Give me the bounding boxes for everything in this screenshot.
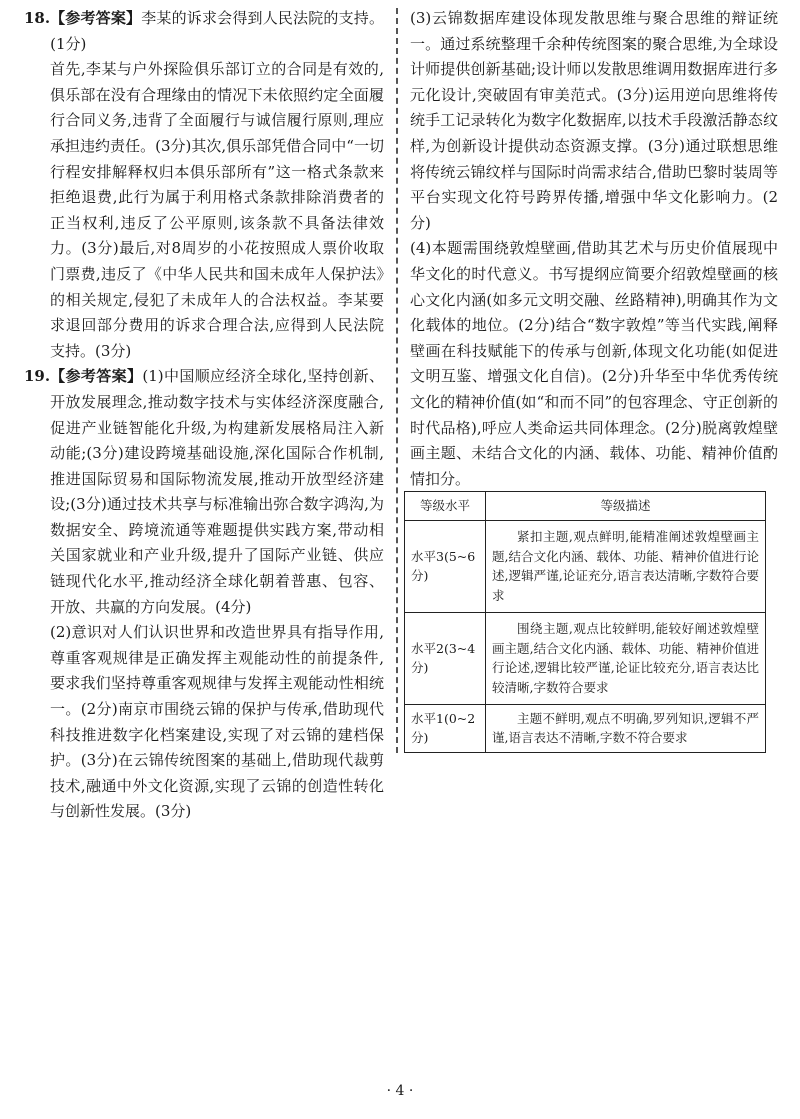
column-divider [396, 8, 398, 753]
answer-part-3: (3)云锦数据库建设体现发散思维与聚合思维的辩证统一。通过系统整理千余种传统图案的聚合思维,为全球设计师提供创新基础;设计师以发散思维调用数据库进行多元化设计,突破固有审美范式。(3分)运用逆向思维将传统手工记录转化为数字化数据库,以技术手段激活静态纹样,为创新设计提供动态资源支撑。(3分)通过联想思维将传统云锦纹样与国际时尚需求结合,借助巴黎时装周等平台实现文化符号跨界传播,增强中华文化影响力。(2分) [410, 9, 778, 232]
description-cell: 主题不鲜明,观点不明确,罗列知识,逻辑不严谨,语言表达不清晰,字数不符合要求 [486, 704, 766, 752]
description-cell: 围绕主题,观点比较鲜明,能较好阐述敦煌壁画主题,结合文化内涵、载体、功能、精神价值进行论述,逻辑比较严谨,论证比较充分,语言表达比较清晰,字数符合要求 [486, 612, 766, 704]
question-number: 18. [24, 9, 51, 27]
level-cell: 水平1(0~2分) [405, 704, 486, 752]
table-row [405, 520, 766, 612]
description-cell: 紧扣主题,观点鲜明,能精准阐述敦煌壁画主题,结合文化内涵、载体、功能、精神价值进行论述,逻辑严谨,论证充分,语言表达清晰,字数符合要求 [486, 520, 766, 612]
left-column [24, 6, 384, 825]
answer-part-2: (2)意识对人们认识世界和改造世界具有指导作用,尊重客观规律是正确发挥主观能动性的前提条件,要求我们坚持尊重客观规律与发挥主观能动性相统一。(2分)南京市围绕云锦的保护与传承,借助现代科技推进数字化档案建设,实现了对云锦的建档保护。(3分)在云锦传统图案的基础上,借助现代裁剪技术,融通中外文化资源,实现了云锦的创造性转化与创新性发展。(3分) [50, 623, 384, 821]
header-level: 等级水平 [405, 492, 486, 521]
level-cell: 水平3(5~6分) [405, 520, 486, 612]
table-row [405, 704, 766, 752]
answer-tag: 【参考答案】 [50, 9, 142, 27]
table-header-row [405, 492, 766, 521]
right-column [410, 6, 778, 492]
answer-part-1: (1)中国顺应经济全球化,坚持创新、开放发展理念,推动数字技术与实体经济深度融合,促进产业链智能化升级,为构建新发展格局注入新动能;(3分)建设跨境基础设施,深化国际合作机制,推进国际贸易和国际物流发展,推动开放型经济建设;(3分)通过技术共享与标准输出弥合数字鸿沟,为数据安全、跨境流通等难题提供实践方案,带动相关国家就业和产业升级,提升了国际产业链、供应链现代化水平,推动经济全球化朝着普惠、包容、开放、共赢的方向发展。(4分) [50, 367, 384, 616]
level-cell: 水平2(3~4分) [405, 612, 486, 704]
question-19 [24, 364, 384, 620]
page-number: · 4 · [386, 1083, 414, 1099]
question-number: 19. [24, 367, 51, 386]
answer-part-4: (4)本题需围绕敦煌壁画,借助其艺术与历史价值展现中华文化的时代意义。书写提纲应简要介绍敦煌壁画的核心文化内涵(如多元文明交融、丝路精神),明确其作为文化载体的地位。(2分)结合“数字敦煌”等当代实践,阐释壁画在科技赋能下的传承与创新,体现文化功能(如促进文明互鉴、增强文化自信)。(2分)升华至中华优秀传统文化的精神价值(如“和而不同”的包容理念、守正创新的时代品格),呼应人类命运共同体理念。(2分)脱离敦煌壁画主题、未结合文化的内涵、载体、功能、精神价值酌情扣分。 [410, 239, 778, 488]
table-row [405, 612, 766, 704]
answer-tag: 【参考答案】 [50, 367, 143, 386]
answer-body: 首先,李某与户外探险俱乐部订立的合同是有效的,俱乐部在没有合理缘由的情况下未依照约定全面履行合同义务,违背了全面履行与诚信履行原则,理应承担违约责任。(3分)其次,俱乐部凭借合同中“一切行程安排解释权归本俱乐部所有”这一格式条款来拒绝退费,此行为属于利用格式条款排除消费者的正当权利,违反了公平原则,该条款不具备法律效力。(3分)最后,对8周岁的小花按照成人票价收取门票费,违反了《中华人民共和国未成年人保护法》的相关规定,侵犯了未成年人的合法权益。李某要求退回部分费用的诉求合理合法,应得到人民法院支持。(3分) [50, 60, 384, 360]
answer-lead: 李某的诉求会得到人民法院的支持。(1分) [50, 9, 384, 53]
grading-table [404, 491, 766, 753]
header-description: 等级描述 [486, 492, 766, 521]
question-18 [24, 6, 384, 57]
